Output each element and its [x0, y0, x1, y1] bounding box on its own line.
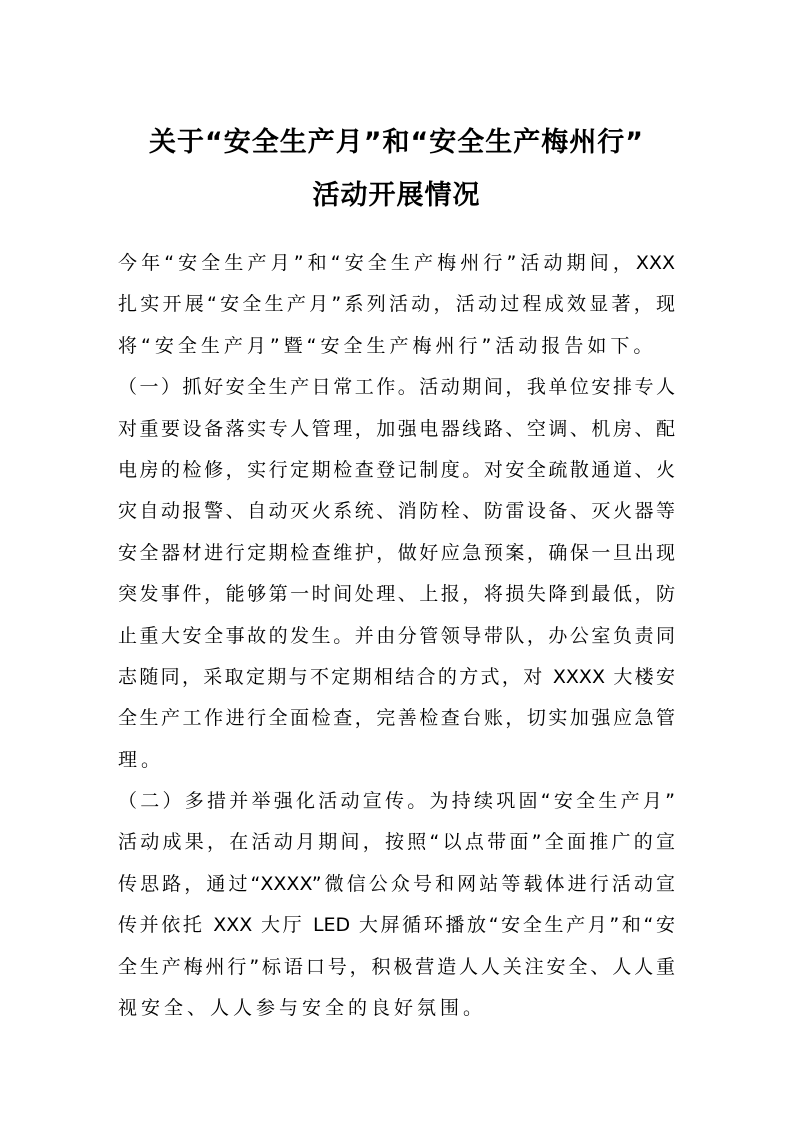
paragraph-section-2: [118, 785, 675, 1033]
document-title-line-2: 活动开展情况: [312, 180, 481, 211]
text-line: 视安全、人人参与安全的良好氛围。: [118, 997, 487, 1020]
document-body: [118, 247, 675, 1033]
text-line: （二）多措并举强化活动宣传。为持续巩固“安全生产月”: [118, 790, 675, 813]
text-line: 全生产工作进行全面检查，完善检查台账，切实加强应急管: [118, 707, 675, 730]
text-line: 志随同，采取定期与不定期相结合的方式，对 XXXX 大楼安: [118, 665, 675, 688]
text-line: 扎实开展“安全生产月”系列活动，活动过程成效显著，现: [118, 293, 675, 316]
text-line: （一）抓好安全生产日常工作。活动期间，我单位安排专人: [118, 376, 675, 399]
document-title-line-1: 关于“安全生产月”和“安全生产梅州行”: [149, 127, 644, 158]
text-line: 理。: [118, 748, 165, 771]
text-line: 将“安全生产月”暨“安全生产梅州行”活动报告如下。: [118, 334, 657, 357]
text-line: 灾自动报警、自动灭火系统、消防栓、防雷设备、灭火器等: [118, 500, 675, 523]
text-line: 突发事件，能够第一时间处理、上报，将损失降到最低，防: [118, 583, 675, 606]
text-line: 止重大安全事故的发生。并由分管领导带队，办公室负责同: [118, 624, 675, 647]
text-line: 传思路，通过“XXXX”微信公众号和网站等载体进行活动宣: [118, 872, 675, 895]
paragraph-section-1: [118, 371, 675, 785]
text-line: 活动成果，在活动月期间，按照“以点带面”全面推广的宣: [118, 831, 675, 854]
text-line: 电房的检修，实行定期检查登记制度。对安全疏散通道、火: [118, 458, 675, 481]
text-line: 传并依托 XXX 大厅 LED 大屏循环播放“安全生产月”和“安: [118, 914, 675, 937]
paragraph-intro: [118, 247, 675, 371]
text-line: 今年“安全生产月”和“安全生产梅州行”活动期间，XXX: [118, 252, 675, 274]
text-line: 对重要设备落实专人管理，加强电器线路、空调、机房、配: [118, 417, 675, 440]
text-line: 安全器材进行定期检查维护，做好应急预案，确保一旦出现: [118, 541, 675, 564]
text-line: 全生产梅州行”标语口号，积极营造人人关注安全、人人重: [118, 955, 675, 978]
